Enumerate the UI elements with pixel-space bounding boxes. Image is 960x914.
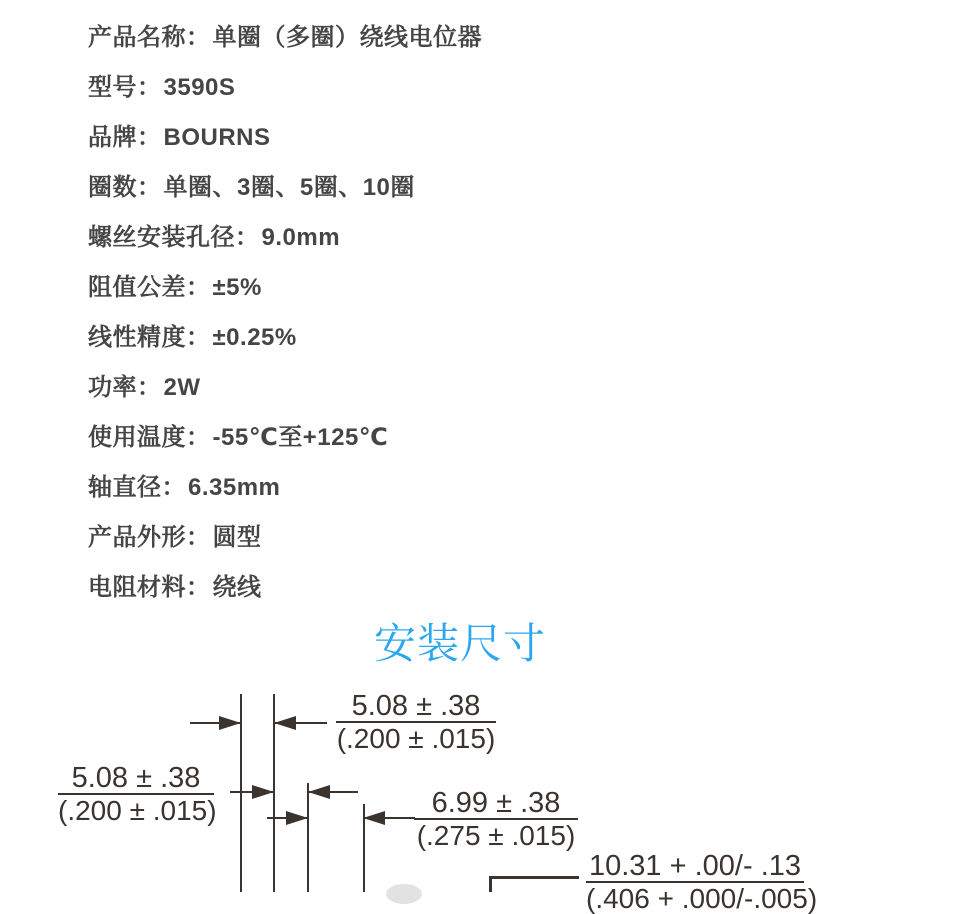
spec-value: 绕线 [212,574,262,601]
spec-label: 电阻材料： [88,574,211,601]
body-outline-left-edge [489,876,492,892]
spec-value: 6.35mm [188,474,281,501]
spec-value: BOURNS [163,124,271,151]
dim-label-top [336,691,496,754]
arrowhead-left-icon [308,785,330,799]
dim-value-inch: (.275 ± .015) [416,820,576,851]
spec-label: 线性精度： [88,324,211,351]
spec-label: 产品外形： [88,524,211,551]
spec-value: 单圈、3圈、5圈、10圈 [163,174,415,201]
spec-label: 螺丝安装孔径： [88,224,260,251]
spec-value: 2W [163,374,201,401]
body-outline-top-edge [489,876,579,879]
dim-label-right [414,788,578,851]
arrowhead-left-icon [274,716,296,730]
spec-label: 轴直径： [88,474,186,501]
spec-label: 品牌： [88,124,162,151]
arrowhead-right-icon [219,716,241,730]
dim-value-inch: (.406 + .000/-.005) [586,883,818,914]
extension-line-3 [307,783,309,892]
arrowhead-right-icon [252,785,274,799]
spec-label: 产品名称： [88,24,211,51]
dim-value-mm: 6.99 ± .38 [431,787,561,819]
dimension-arrow-top-left [190,722,241,724]
spec-value: -55℃至+125℃ [212,424,389,451]
spec-label: 使用温度： [88,424,211,451]
dimension-arrow-mid-left [230,791,274,793]
arrowhead-right-icon [286,811,308,825]
dimension-arrow-mid-right [308,791,358,793]
dim-label-left [58,762,217,826]
dim-value-mm: 5.08 ± .38 [71,762,201,794]
dim-value-inch: (.200 ± .015) [336,723,496,754]
spec-label: 功率： [88,374,162,401]
spec-label: 型号： [88,74,162,101]
dimension-arrow-low-right [363,817,415,819]
spec-value: 圆型 [212,524,262,551]
dimension-arrow-low-left [267,817,308,819]
spec-value: 3590S [163,74,236,101]
dimension-arrow-top-right [274,722,327,724]
dim-value-mm: 10.31 + .00/- .13 [588,850,802,882]
spec-label: 圈数： [88,174,162,201]
spec-value: 9.0mm [261,224,341,251]
spec-value: 单圈（多圈）绕线电位器 [212,24,482,51]
dim-value-inch: (.200 ± .015) [58,795,217,826]
body-shape-hint [386,884,422,904]
dim-label-bottom [586,850,818,914]
spec-value: ±0.25% [212,324,297,351]
dim-value-mm: 5.08 ± .38 [351,690,481,722]
arrowhead-left-icon [363,811,385,825]
spec-value: ±5% [212,274,262,301]
section-title-mounting-dimensions: 安装尺寸 [373,620,546,667]
spec-label: 阻值公差： [88,274,211,301]
